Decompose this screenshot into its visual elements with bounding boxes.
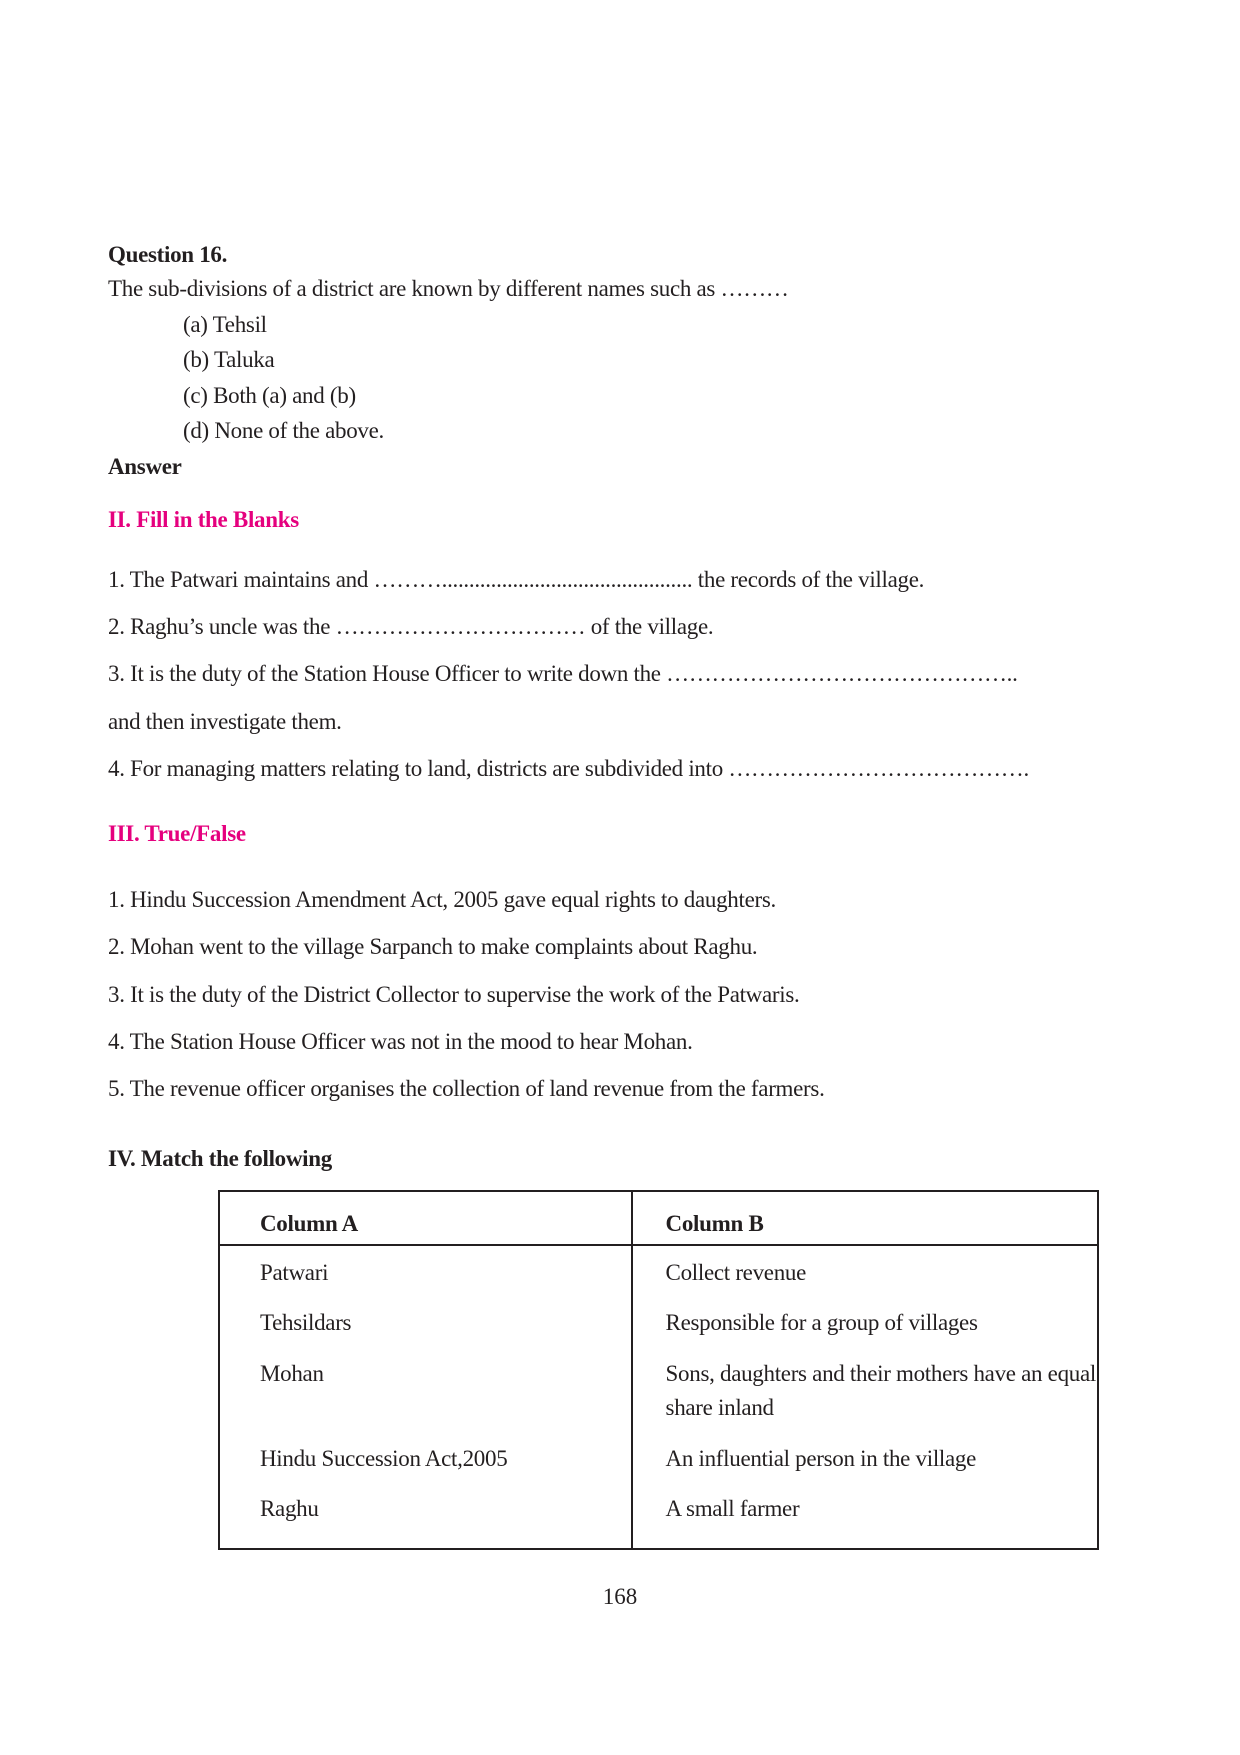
match-cell-b: An influential person in the village bbox=[665, 1445, 977, 1471]
true-false-item: 5. The revenue officer organises the collection of land revenue from the farmers. bbox=[108, 1076, 825, 1101]
match-row bbox=[219, 1428, 1098, 1478]
match-cell-b: A small farmer bbox=[665, 1496, 800, 1522]
fill-blank-item: 3. It is the duty of the Station House Officer to write down the ……………………………………….. bbox=[108, 661, 1018, 686]
fill-blanks-heading: II. Fill in the Blanks bbox=[108, 507, 299, 532]
true-false-item: 2. Mohan went to the village Sarpanch to make complaints about Raghu. bbox=[108, 934, 758, 959]
match-header-row bbox=[219, 1191, 1098, 1245]
option-d: (d) None of the above. bbox=[183, 418, 384, 443]
match-row bbox=[219, 1478, 1098, 1549]
match-cell-b-line1: Sons, daughters and their mothers have an equal bbox=[665, 1360, 1096, 1386]
fill-blank-item: and then investigate them. bbox=[108, 709, 342, 734]
match-cell-b: Responsible for a group of villages bbox=[665, 1310, 978, 1336]
column-b-header: Column B bbox=[632, 1191, 1098, 1245]
fill-blank-item: 2. Raghu’s uncle was the …………………………… of the village. bbox=[108, 614, 714, 639]
match-cell-a: Tehsildars bbox=[219, 1292, 632, 1342]
question-text: The sub-divisions of a district are known by different names such as ……… bbox=[108, 276, 789, 301]
match-cell-b-line2: share inland bbox=[665, 1394, 774, 1420]
fill-blank-item: 1. The Patwari maintains and ……….............................................. the records of the village. bbox=[108, 567, 925, 592]
true-false-item: 4. The Station House Officer was not in the mood to hear Mohan. bbox=[108, 1029, 693, 1054]
match-heading: IV. Match the following bbox=[108, 1146, 332, 1171]
match-cell-a: Mohan bbox=[219, 1343, 632, 1428]
match-table bbox=[218, 1190, 1099, 1550]
match-cell-b: Collect revenue bbox=[665, 1260, 807, 1285]
fill-blank-item: 4. For managing matters relating to land, districts are subdivided into …………………………………. bbox=[108, 756, 1029, 781]
column-a-header: Column A bbox=[219, 1191, 632, 1245]
match-row bbox=[219, 1245, 1098, 1292]
answer-label: Answer bbox=[108, 454, 182, 479]
question-title: Question 16. bbox=[108, 242, 228, 267]
option-b: (b) Taluka bbox=[183, 347, 275, 372]
option-c: (c) Both (a) and (b) bbox=[183, 383, 356, 408]
true-false-item: 3. It is the duty of the District Collector to supervise the work of the Patwaris. bbox=[108, 982, 800, 1007]
match-cell-a: Hindu Succession Act,2005 bbox=[219, 1428, 632, 1478]
match-cell-a: Raghu bbox=[219, 1478, 632, 1549]
true-false-item: 1. Hindu Succession Amendment Act, 2005 gave equal rights to daughters. bbox=[108, 887, 776, 912]
true-false-heading: III. True/False bbox=[108, 821, 246, 846]
match-cell-b bbox=[632, 1343, 1098, 1428]
match-row bbox=[219, 1292, 1098, 1342]
page-number: 168 bbox=[602, 1584, 638, 1609]
match-cell-a: Patwari bbox=[219, 1245, 632, 1292]
option-a: (a) Tehsil bbox=[183, 312, 267, 337]
match-row bbox=[219, 1343, 1098, 1428]
